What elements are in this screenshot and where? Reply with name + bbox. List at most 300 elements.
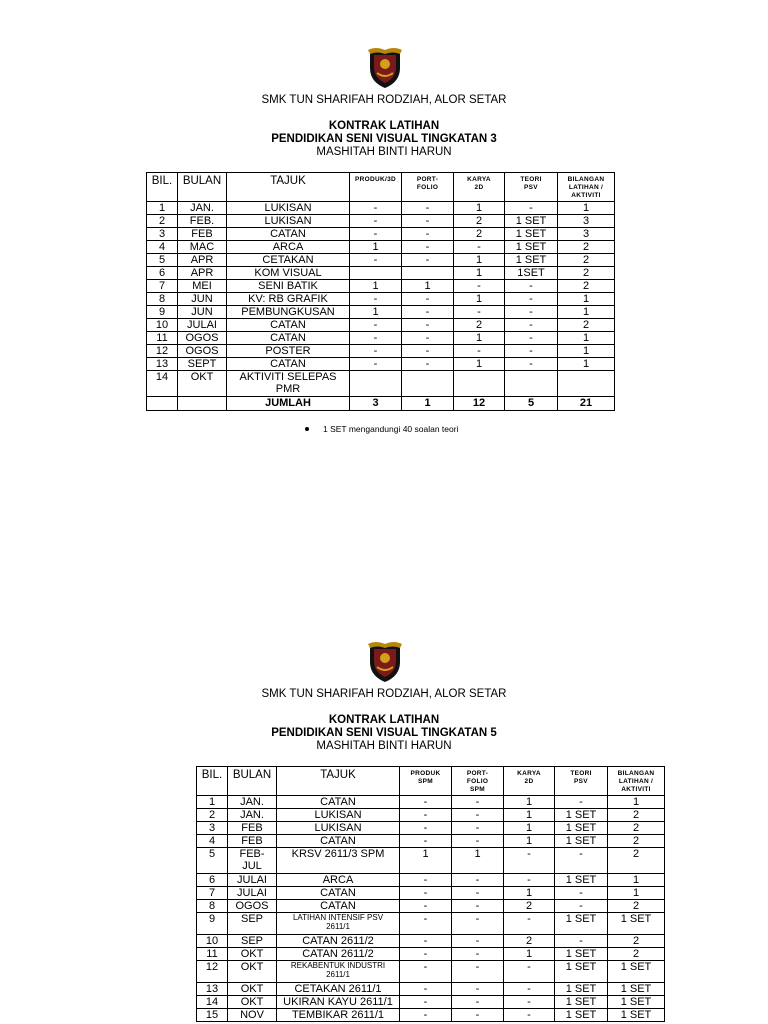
teacher-name: MASHITAH BINTI HARUN	[316, 740, 452, 752]
cell-portfolio: -	[452, 1009, 504, 1022]
cell-portfolio: -	[402, 319, 454, 332]
cell-portfolio: -	[452, 983, 504, 996]
cell-karya-2d: -	[454, 241, 505, 254]
cell-portfolio: 1	[402, 280, 454, 293]
cell-portfolio: -	[402, 345, 454, 358]
cell-bulan: MEI	[178, 280, 227, 293]
cell-karya-2d: 2	[504, 935, 555, 948]
cell-produk: -	[400, 961, 452, 983]
cell-teori-psv: 1 SET	[555, 835, 608, 848]
cell-produk: -	[400, 822, 452, 835]
cell-bulan: FEB	[228, 822, 277, 835]
cell-tajuk: LUKISAN	[227, 215, 350, 228]
cell-produk: -	[350, 332, 402, 345]
cell-tajuk: ARCA	[227, 241, 350, 254]
cell-bilangan: 1	[558, 345, 615, 358]
cell-teori-psv: -	[505, 306, 558, 319]
table-row	[147, 267, 615, 280]
header-teori-psv: TEORI PSV	[505, 173, 558, 202]
header-tajuk: TAJUK	[227, 173, 350, 202]
cell-bilangan: 1	[558, 293, 615, 306]
total-tajuk: JUMLAH	[227, 397, 350, 411]
total-produk: 3	[350, 397, 402, 411]
cell-bulan: SEP	[228, 935, 277, 948]
table-row	[197, 961, 665, 983]
footnote: 1 SET mengandungi 40 soalan teori	[305, 424, 458, 434]
cell-portfolio: -	[452, 935, 504, 948]
cell-produk: -	[350, 293, 402, 306]
cell-tajuk: CETAKAN	[227, 254, 350, 267]
cell-bilangan: 1 SET	[608, 996, 665, 1009]
cell-bil: 1	[197, 796, 228, 809]
cell-tajuk: CATAN	[227, 319, 350, 332]
school-crest-logo	[367, 640, 403, 684]
cell-portfolio: -	[452, 874, 504, 887]
cell-teori-psv: -	[555, 848, 608, 874]
cell-bilangan: 2	[608, 935, 665, 948]
header-bilangan: BILANGAN LATIHAN / AKTIVITI	[608, 767, 665, 796]
cell-bilangan	[558, 371, 615, 397]
cell-karya-2d: 1	[504, 835, 555, 848]
cell-portfolio: -	[402, 332, 454, 345]
cell-produk: -	[350, 345, 402, 358]
cell-karya-2d: -	[454, 345, 505, 358]
cell-karya-2d: 1	[504, 948, 555, 961]
header-tajuk: TAJUK	[277, 767, 400, 796]
cell-tajuk: PEMBUNGKUSAN	[227, 306, 350, 319]
cell-bilangan: 1 SET	[608, 983, 665, 996]
table-header-row	[197, 767, 665, 796]
cell-bil: 11	[197, 948, 228, 961]
cell-karya-2d: 2	[454, 319, 505, 332]
table-row	[147, 293, 615, 306]
cell-bil: 4	[197, 835, 228, 848]
cell-bil: 13	[147, 358, 178, 371]
cell-tajuk: CETAKAN 2611/1	[277, 983, 400, 996]
cell-bilangan: 1	[608, 796, 665, 809]
cell-bilangan: 1	[608, 887, 665, 900]
table-row	[147, 254, 615, 267]
cell-bilangan: 1	[558, 306, 615, 319]
cell-teori-psv: 1SET	[505, 267, 558, 280]
cell-bil: 10	[197, 935, 228, 948]
cell-teori-psv: 1 SET	[555, 996, 608, 1009]
cell-teori-psv: -	[555, 935, 608, 948]
cell-portfolio: 1	[452, 848, 504, 874]
cell-portfolio: -	[452, 948, 504, 961]
cell-tajuk: CATAN	[227, 332, 350, 345]
cell-bilangan: 2	[558, 267, 615, 280]
cell-portfolio: -	[452, 822, 504, 835]
cell-bil: 3	[197, 822, 228, 835]
table-row	[147, 332, 615, 345]
cell-bulan: JULAI	[228, 874, 277, 887]
table-row	[147, 228, 615, 241]
cell-karya-2d: -	[454, 306, 505, 319]
cell-produk: -	[400, 796, 452, 809]
table-row	[147, 215, 615, 228]
cell-teori-psv: 1 SET	[555, 983, 608, 996]
table-row	[147, 371, 615, 397]
cell-bulan: JULAI	[178, 319, 227, 332]
total-portfolio: 1	[402, 397, 454, 411]
contract-title: KONTRAK LATIHAN	[328, 714, 440, 726]
table-row	[147, 280, 615, 293]
cell-bulan: OKT	[228, 948, 277, 961]
cell-karya-2d: 2	[504, 900, 555, 913]
cell-bil: 7	[147, 280, 178, 293]
cell-portfolio: -	[452, 887, 504, 900]
table-row	[147, 358, 615, 371]
cell-bilangan: 2	[608, 848, 665, 874]
cell-teori-psv: 1 SET	[555, 1009, 608, 1022]
cell-portfolio: -	[402, 306, 454, 319]
cell-portfolio: -	[452, 996, 504, 1009]
cell-produk: -	[400, 913, 452, 935]
table-row	[147, 319, 615, 332]
cell-bilangan: 1	[558, 202, 615, 215]
cell-karya-2d: -	[504, 874, 555, 887]
cell-teori-psv: -	[505, 293, 558, 306]
cell-teori-psv: 1 SET	[555, 913, 608, 935]
cell-bulan: OKT	[178, 371, 227, 397]
cell-karya-2d: -	[454, 280, 505, 293]
school-name: SMK TUN SHARIFAH RODZIAH, ALOR SETAR	[261, 688, 507, 700]
cell-bil: 2	[197, 809, 228, 822]
cell-bulan: FEB- JUL	[228, 848, 277, 874]
cell-bulan: JAN.	[228, 809, 277, 822]
table-row	[197, 848, 665, 874]
cell-produk	[350, 267, 402, 280]
cell-teori-psv: -	[505, 319, 558, 332]
cell-bulan: OKT	[228, 983, 277, 996]
cell-bulan: OGOS	[228, 900, 277, 913]
cell-teori-psv: 1 SET	[555, 809, 608, 822]
cell-bilangan: 2	[608, 822, 665, 835]
cell-tajuk: UKIRAN KAYU 2611/1	[277, 996, 400, 1009]
cell-produk: -	[350, 358, 402, 371]
cell-teori-psv: 1 SET	[505, 254, 558, 267]
cell-bil: 5	[197, 848, 228, 874]
table-row	[197, 874, 665, 887]
cell-bil: 8	[197, 900, 228, 913]
cell-portfolio: -	[402, 202, 454, 215]
cell-teori-psv: 1 SET	[555, 822, 608, 835]
cell-tajuk: POSTER	[227, 345, 350, 358]
cell-tajuk: CATAN	[277, 887, 400, 900]
contract-table	[196, 766, 665, 1022]
header-produk: PRODUK/3D	[350, 173, 402, 202]
cell-teori-psv: 1 SET	[505, 215, 558, 228]
contract-title: KONTRAK LATIHAN	[328, 120, 440, 132]
cell-karya-2d: -	[504, 913, 555, 935]
cell-tajuk: LATIHAN INTENSIF PSV 2611/1	[277, 913, 400, 935]
cell-bilangan: 1 SET	[608, 961, 665, 983]
cell-teori-psv: -	[505, 332, 558, 345]
table-row	[147, 241, 615, 254]
cell-bilangan: 1	[558, 332, 615, 345]
cell-teori-psv: -	[505, 358, 558, 371]
table-row	[197, 913, 665, 935]
cell-produk	[350, 371, 402, 397]
cell-teori-psv: -	[555, 900, 608, 913]
cell-bilangan: 3	[558, 228, 615, 241]
table-row	[197, 809, 665, 822]
cell-produk: 1	[350, 306, 402, 319]
cell-karya-2d: 1	[454, 202, 505, 215]
cell-karya-2d: 1	[454, 254, 505, 267]
cell-bulan: JAN.	[178, 202, 227, 215]
cell-produk: -	[400, 900, 452, 913]
cell-teori-psv: -	[505, 202, 558, 215]
school-name: SMK TUN SHARIFAH RODZIAH, ALOR SETAR	[261, 94, 507, 106]
cell-bil: 2	[147, 215, 178, 228]
cell-teori-psv: -	[555, 796, 608, 809]
cell-bil: 9	[197, 913, 228, 935]
school-crest-logo	[367, 46, 403, 90]
cell-portfolio: -	[402, 358, 454, 371]
cell-produk: 1	[350, 241, 402, 254]
cell-teori-psv: -	[505, 345, 558, 358]
cell-tajuk: LUKISAN	[227, 202, 350, 215]
cell-portfolio: -	[452, 900, 504, 913]
cell-bil: 5	[147, 254, 178, 267]
cell-bilangan: 3	[558, 215, 615, 228]
table-row	[197, 900, 665, 913]
cell-produk: -	[350, 254, 402, 267]
cell-tajuk: CATAN	[277, 796, 400, 809]
cell-tajuk: LUKISAN	[277, 822, 400, 835]
cell-bulan: APR	[178, 267, 227, 280]
cell-bulan: OKT	[228, 996, 277, 1009]
cell-bilangan: 2	[608, 948, 665, 961]
cell-bil: 9	[147, 306, 178, 319]
cell-teori-psv: 1 SET	[555, 874, 608, 887]
cell-bulan: JUN	[178, 293, 227, 306]
cell-karya-2d	[454, 371, 505, 397]
header-produk: PRODUK SPM	[400, 767, 452, 796]
cell-tajuk: KRSV 2611/3 SPM	[277, 848, 400, 874]
total-bulan	[178, 397, 227, 411]
cell-bulan: NOV	[228, 1009, 277, 1022]
cell-tajuk: CATAN 2611/2	[277, 948, 400, 961]
header-bulan: BULAN	[228, 767, 277, 796]
total-karya-2d: 12	[454, 397, 505, 411]
cell-tajuk: AKTIVITI SELEPAS PMR	[227, 371, 350, 397]
total-teori-psv: 5	[505, 397, 558, 411]
cell-portfolio: -	[452, 913, 504, 935]
cell-produk: -	[400, 887, 452, 900]
cell-karya-2d: 1	[454, 332, 505, 345]
cell-teori-psv: 1 SET	[505, 228, 558, 241]
cell-tajuk: CATAN	[227, 358, 350, 371]
table-row	[197, 935, 665, 948]
cell-bilangan: 2	[558, 319, 615, 332]
cell-teori-psv: 1 SET	[555, 948, 608, 961]
total-row	[147, 397, 615, 411]
cell-bil: 13	[197, 983, 228, 996]
cell-karya-2d: -	[504, 848, 555, 874]
cell-tajuk: KOM VISUAL	[227, 267, 350, 280]
cell-tajuk: CATAN	[277, 835, 400, 848]
cell-bil: 10	[147, 319, 178, 332]
cell-produk: -	[400, 996, 452, 1009]
cell-produk: -	[350, 202, 402, 215]
cell-tajuk: ARCA	[277, 874, 400, 887]
cell-produk: -	[400, 835, 452, 848]
cell-bilangan: 1	[558, 358, 615, 371]
cell-bil: 6	[147, 267, 178, 280]
cell-karya-2d: 1	[504, 809, 555, 822]
header-bilangan: BILANGAN LATIHAN / AKTIVITI	[558, 173, 615, 202]
cell-bilangan: 1	[608, 874, 665, 887]
cell-tajuk: CATAN 2611/2	[277, 935, 400, 948]
header-teori-psv: TEORI PSV	[555, 767, 608, 796]
cell-bilangan: 2	[558, 241, 615, 254]
cell-bil: 4	[147, 241, 178, 254]
cell-portfolio: -	[452, 835, 504, 848]
cell-portfolio: -	[402, 254, 454, 267]
contract-subtitle: PENDIDIKAN SENI VISUAL TINGKATAN 3	[271, 133, 497, 145]
cell-produk: -	[400, 1009, 452, 1022]
cell-bulan: JULAI	[228, 887, 277, 900]
table-row	[197, 996, 665, 1009]
total-bilangan: 21	[558, 397, 615, 411]
cell-portfolio: -	[452, 961, 504, 983]
cell-bilangan: 1 SET	[608, 1009, 665, 1022]
contract-subtitle: PENDIDIKAN SENI VISUAL TINGKATAN 5	[271, 727, 497, 739]
header-karya-2d: KARYA 2D	[454, 173, 505, 202]
cell-bulan: FEB	[228, 835, 277, 848]
cell-produk: -	[350, 215, 402, 228]
header-bulan: BULAN	[178, 173, 227, 202]
cell-portfolio: -	[402, 215, 454, 228]
cell-karya-2d: 1	[454, 358, 505, 371]
cell-bilangan: 2	[608, 900, 665, 913]
bullet-icon	[305, 427, 309, 431]
table-row	[197, 835, 665, 848]
cell-bil: 14	[147, 371, 178, 397]
cell-produk: 1	[400, 848, 452, 874]
cell-bil: 12	[147, 345, 178, 358]
contract-table	[146, 172, 615, 411]
cell-portfolio: -	[402, 241, 454, 254]
cell-teori-psv: 1 SET	[555, 961, 608, 983]
cell-bilangan: 2	[558, 254, 615, 267]
cell-karya-2d: -	[504, 961, 555, 983]
cell-produk: -	[400, 948, 452, 961]
cell-bulan: SEPT	[178, 358, 227, 371]
cell-tajuk: LUKISAN	[277, 809, 400, 822]
cell-bulan: FEB.	[178, 215, 227, 228]
cell-teori-psv	[505, 371, 558, 397]
cell-karya-2d: 1	[504, 887, 555, 900]
cell-bulan: SEP	[228, 913, 277, 935]
cell-produk: 1	[350, 280, 402, 293]
cell-bulan: OGOS	[178, 345, 227, 358]
table-row	[197, 1009, 665, 1022]
cell-bil: 1	[147, 202, 178, 215]
cell-karya-2d: 1	[454, 293, 505, 306]
cell-portfolio: -	[402, 228, 454, 241]
cell-produk: -	[400, 935, 452, 948]
cell-karya-2d: -	[504, 1009, 555, 1022]
cell-tajuk: KV: RB GRAFIK	[227, 293, 350, 306]
cell-bil: 8	[147, 293, 178, 306]
cell-bil: 15	[197, 1009, 228, 1022]
cell-teori-psv: -	[555, 887, 608, 900]
cell-portfolio: -	[402, 293, 454, 306]
header-portfolio: PORT- FOLIO SPM	[452, 767, 504, 796]
cell-bil: 14	[197, 996, 228, 1009]
cell-portfolio: -	[452, 809, 504, 822]
header-bil: BIL.	[197, 767, 228, 796]
header-portfolio: PORT- FOLIO	[402, 173, 454, 202]
cell-teori-psv: 1 SET	[505, 241, 558, 254]
cell-karya-2d: -	[504, 983, 555, 996]
table-header-row	[147, 173, 615, 202]
cell-produk: -	[400, 874, 452, 887]
cell-tajuk: REKABENTUK INDUSTRI 2611/1	[277, 961, 400, 983]
table-row	[197, 796, 665, 809]
table-row	[147, 306, 615, 319]
cell-tajuk: CATAN	[277, 900, 400, 913]
cell-bilangan: 1 SET	[608, 913, 665, 935]
cell-produk: -	[400, 983, 452, 996]
cell-bulan: FEB	[178, 228, 227, 241]
total-bil	[147, 397, 178, 411]
cell-bilangan: 2	[558, 280, 615, 293]
cell-bil: 12	[197, 961, 228, 983]
cell-portfolio	[402, 267, 454, 280]
cell-karya-2d: 2	[454, 228, 505, 241]
cell-bulan: JUN	[178, 306, 227, 319]
cell-produk: -	[400, 809, 452, 822]
table-row	[197, 948, 665, 961]
cell-produk: -	[350, 319, 402, 332]
cell-bulan: APR	[178, 254, 227, 267]
cell-bil: 6	[197, 874, 228, 887]
cell-karya-2d: 1	[454, 267, 505, 280]
header-karya-2d: KARYA 2D	[504, 767, 555, 796]
cell-bulan: MAC	[178, 241, 227, 254]
table-row	[197, 822, 665, 835]
table-row	[147, 202, 615, 215]
cell-portfolio	[402, 371, 454, 397]
cell-karya-2d: 2	[454, 215, 505, 228]
teacher-name: MASHITAH BINTI HARUN	[316, 146, 452, 158]
cell-portfolio: -	[452, 796, 504, 809]
cell-karya-2d: 1	[504, 796, 555, 809]
cell-tajuk: SENI BATIK	[227, 280, 350, 293]
table-row	[197, 983, 665, 996]
table-row	[197, 887, 665, 900]
cell-tajuk: CATAN	[227, 228, 350, 241]
cell-produk: -	[350, 228, 402, 241]
cell-bulan: OGOS	[178, 332, 227, 345]
cell-bil: 11	[147, 332, 178, 345]
cell-bilangan: 2	[608, 835, 665, 848]
cell-karya-2d: -	[504, 996, 555, 1009]
cell-bilangan: 2	[608, 809, 665, 822]
header-bil: BIL.	[147, 173, 178, 202]
cell-bulan: OKT	[228, 961, 277, 983]
cell-bulan: JAN.	[228, 796, 277, 809]
cell-teori-psv: -	[505, 280, 558, 293]
cell-karya-2d: 1	[504, 822, 555, 835]
cell-bil: 7	[197, 887, 228, 900]
cell-tajuk: TEMBIKAR 2611/1	[277, 1009, 400, 1022]
